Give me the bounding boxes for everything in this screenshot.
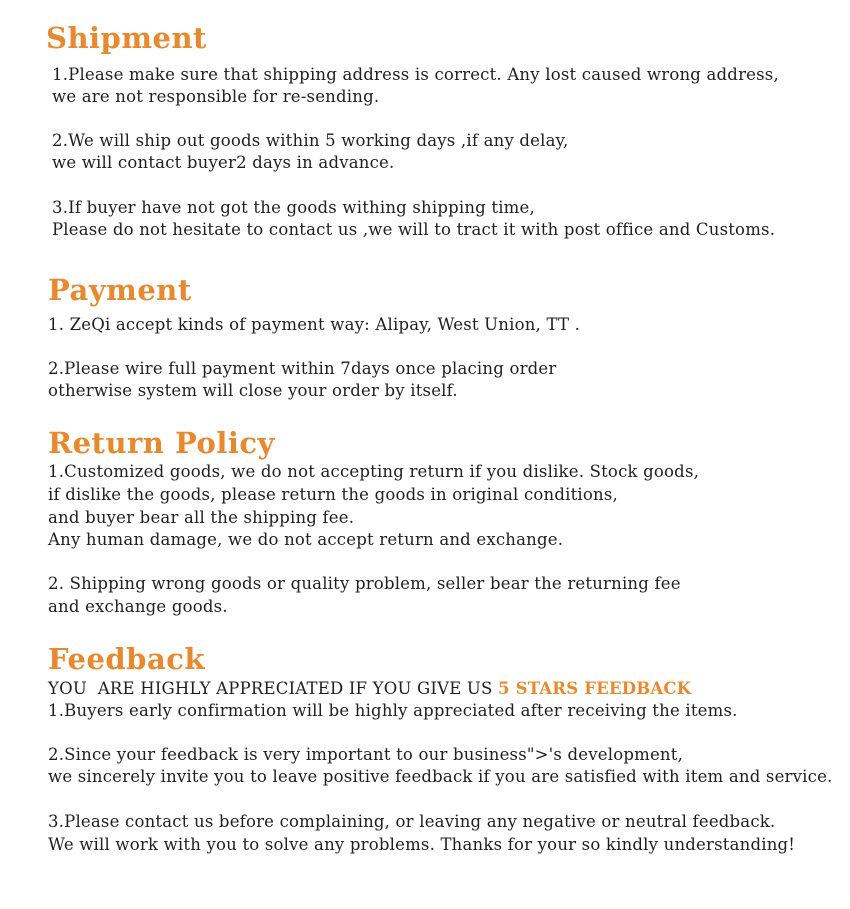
shipment-line-1: 1.Please make sure that shipping address is correct. Any lost caused wrong address, — [52, 65, 779, 84]
payment-line-1: 1. ZeQi accept kinds of payment way: Alipay, West Union, TT . — [48, 315, 581, 334]
return-policy-heading: Return Policy — [48, 426, 275, 460]
shipment-line-2: we are not responsible for re-sending. — [52, 87, 380, 106]
shipment-heading: Shipment — [46, 21, 207, 55]
shipment-line-3: 2.We will ship out goods within 5 working days ,if any delay, — [52, 131, 569, 150]
feedback-line-1: 1.Buyers early confirmation will be highly appreciated after receiving the items. — [48, 701, 738, 720]
feedback-heading: Feedback — [48, 642, 206, 676]
feedback-line-4: 3.Please contact us before complaining, or leaving any negative or neutral feedback. — [48, 812, 776, 831]
shipment-line-6: Please do not hesitate to contact us ,we will to tract it with post office and Customs. — [52, 220, 776, 239]
payment-heading: Payment — [48, 273, 192, 307]
feedback-line-3: we sincerely invite you to leave positive feedback if you are satisfied with item and service. — [48, 767, 833, 786]
return-policy-line-3: and buyer bear all the shipping fee. — [48, 508, 355, 527]
feedback-appreciation-text: YOU ARE HIGHLY APPRECIATED IF YOU GIVE US — [48, 679, 498, 698]
feedback-appreciation — [48, 679, 691, 699]
shipment-line-5: 3.If buyer have not got the goods withing shipping time, — [52, 198, 535, 217]
return-policy-line-6: and exchange goods. — [48, 597, 228, 616]
payment-line-2: 2.Please wire full payment within 7days once placing order — [48, 359, 557, 378]
feedback-line-2: 2.Since your feedback is very important to our business">'s development, — [48, 745, 684, 764]
return-policy-line-1: 1.Customized goods, we do not accepting return if you dislike. Stock goods, — [48, 462, 700, 481]
return-policy-line-5: 2. Shipping wrong goods or quality problem, seller bear the returning fee — [48, 574, 681, 593]
payment-line-3: otherwise system will close your order by itself. — [48, 381, 458, 400]
shipment-line-4: we will contact buyer2 days in advance. — [52, 153, 395, 172]
return-policy-line-2: if dislike the goods, please return the goods in original conditions, — [48, 485, 618, 504]
feedback-line-5: We will work with you to solve any problems. Thanks for your so kindly understanding! — [48, 835, 796, 854]
return-policy-line-4: Any human damage, we do not accept return and exchange. — [48, 530, 564, 549]
five-stars-highlight: 5 STARS FEEDBACK — [497, 679, 692, 698]
